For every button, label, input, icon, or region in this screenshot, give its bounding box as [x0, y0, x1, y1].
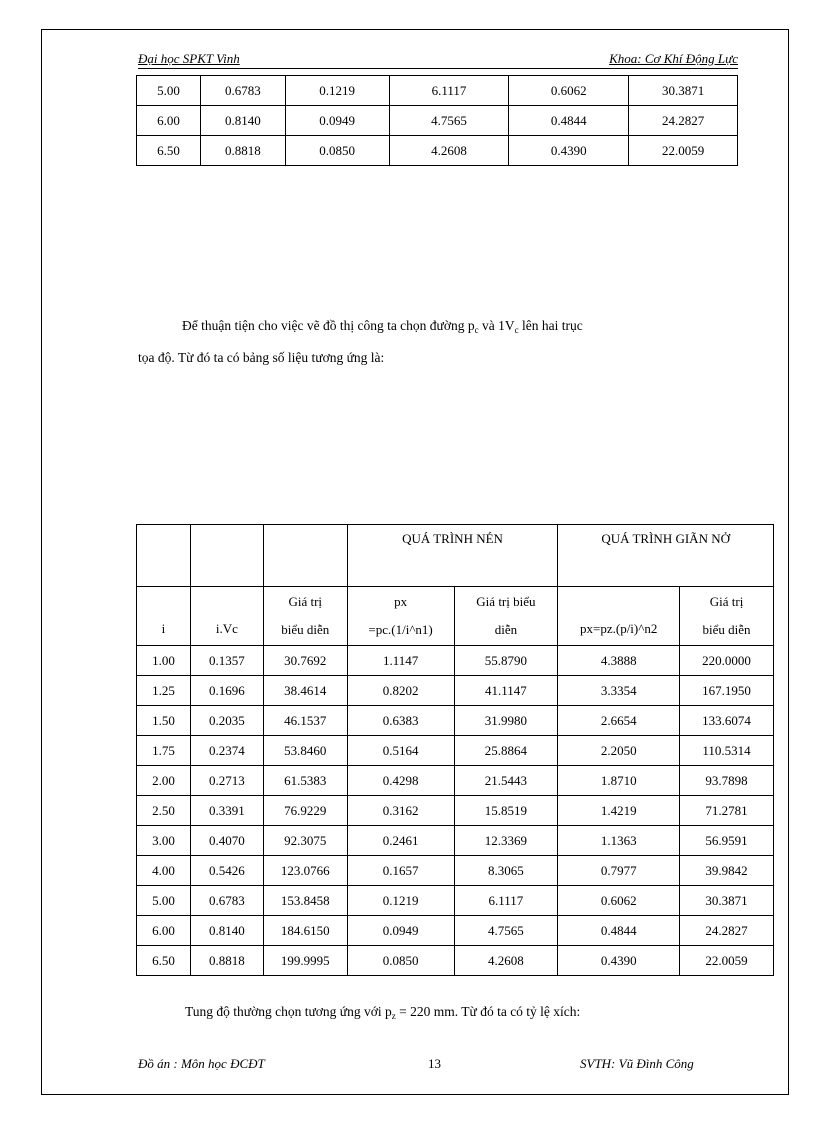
table-cell: 4.00 — [137, 856, 191, 886]
header-school: Đại học SPKT Vinh — [138, 51, 240, 66]
table-cell: 0.6383 — [347, 706, 454, 736]
col-header-ivc-top — [190, 525, 263, 587]
table-cell: 1.50 — [137, 706, 191, 736]
table-cell: 21.5443 — [454, 766, 558, 796]
table-row — [137, 916, 774, 946]
table-row — [137, 856, 774, 886]
table-cell: 2.2050 — [558, 736, 680, 766]
table-cell: 0.1219 — [347, 886, 454, 916]
table-cell: 0.4390 — [558, 946, 680, 976]
paragraph-2: Tung độ thường chọn tương ứng với $p_z = 220$ mm. Từ đó ta có tỷ lệ xích: — [185, 1004, 581, 1021]
table-cell: 0.6062 — [509, 76, 629, 106]
table-cell: 6.00 — [137, 106, 201, 136]
table-cell: 123.0766 — [263, 856, 347, 886]
table-cell: 153.8458 — [263, 886, 347, 916]
table-cell: 5.00 — [137, 76, 201, 106]
table-cell: 0.4844 — [509, 106, 629, 136]
group-header-nen: QUÁ TRÌNH NÉN — [347, 525, 558, 587]
table-cell: 0.8140 — [190, 916, 263, 946]
table-cell: 0.8202 — [347, 676, 454, 706]
header-faculty: Khoa: Cơ Khí Động Lực — [609, 51, 738, 66]
col-header-i-top — [137, 525, 191, 587]
table-cell: 5.00 — [137, 886, 191, 916]
table-cell: 8.3065 — [454, 856, 558, 886]
table-cell: 15.8519 — [454, 796, 558, 826]
table-row — [137, 826, 774, 856]
table-cell: 61.5383 — [263, 766, 347, 796]
table-row — [137, 136, 738, 166]
table-cell: 22.0059 — [680, 946, 774, 976]
table-cell: 1.1147 — [347, 646, 454, 676]
table-cell: 4.2608 — [389, 136, 509, 166]
col-header-gt1-top — [263, 525, 347, 587]
table-row — [137, 766, 774, 796]
col-header-px2: px=pz.(p/i)^n2 — [558, 587, 680, 646]
paragraph-1: Để thuận tiện cho việc vẽ đồ thị công ta chọn đường $p_c$ và $1V_c$ lên hai trục tọa độ. Từ đó ta có bảng số liệu tương ứng là: — [138, 318, 583, 365]
table-cell: 0.2713 — [190, 766, 263, 796]
table-cell: 0.1696 — [190, 676, 263, 706]
table-cell: 56.9591 — [680, 826, 774, 856]
table-cell: 6.1117 — [454, 886, 558, 916]
table-cell: 1.8710 — [558, 766, 680, 796]
table-cell: 0.6783 — [190, 886, 263, 916]
table-cell: 1.4219 — [558, 796, 680, 826]
table-cell: 0.3391 — [190, 796, 263, 826]
table-row — [137, 946, 774, 976]
table-cell: 0.4390 — [509, 136, 629, 166]
table-cell: 0.0850 — [347, 946, 454, 976]
table-cell: 1.1363 — [558, 826, 680, 856]
col-header-ivc: i.Vc — [190, 587, 263, 646]
footer-student: SVTH: Vũ Đình Công — [580, 1056, 694, 1071]
table-cell: 0.5426 — [190, 856, 263, 886]
table-cell: 0.3162 — [347, 796, 454, 826]
table-cell: 0.6783 — [200, 76, 285, 106]
col-header-i: i — [137, 587, 191, 646]
table-cell: 6.50 — [137, 946, 191, 976]
table-row — [137, 106, 738, 136]
table-cell: 167.1950 — [680, 676, 774, 706]
footer-course: Đồ án : Môn học ĐCĐT — [138, 1056, 265, 1071]
page-number: 13 — [428, 1056, 441, 1071]
table-cell: 0.8818 — [200, 136, 285, 166]
table-cell: 30.3871 — [629, 76, 738, 106]
table-row — [137, 736, 774, 766]
table-cell: 76.9229 — [263, 796, 347, 826]
table-cell: 3.00 — [137, 826, 191, 856]
table-cell: 0.2461 — [347, 826, 454, 856]
table-cell: 199.9995 — [263, 946, 347, 976]
table-cell: 0.2374 — [190, 736, 263, 766]
table-row — [137, 886, 774, 916]
col-header-px1: px =pc.(1/i^n1) — [347, 587, 454, 646]
table-cell: 0.5164 — [347, 736, 454, 766]
table-cell: 6.1117 — [389, 76, 509, 106]
table-cell: 4.7565 — [389, 106, 509, 136]
table-cell: 4.7565 — [454, 916, 558, 946]
col-header-gt1: Giá trị biểu diễn — [263, 587, 347, 646]
table-cell: 1.75 — [137, 736, 191, 766]
table-row — [137, 646, 774, 676]
table-cell: 1.25 — [137, 676, 191, 706]
table-cell: 0.0949 — [285, 106, 389, 136]
table-cell: 0.1357 — [190, 646, 263, 676]
table-cell: 55.8790 — [454, 646, 558, 676]
table-cell: 92.3075 — [263, 826, 347, 856]
table-cell: 25.8864 — [454, 736, 558, 766]
col-header-gt3: Giá trị biểu diễn — [680, 587, 774, 646]
table-cell: 220.0000 — [680, 646, 774, 676]
table-cell: 2.50 — [137, 796, 191, 826]
table-cell: 38.4614 — [263, 676, 347, 706]
table-cell: 24.2827 — [629, 106, 738, 136]
table-cell: 1.00 — [137, 646, 191, 676]
table-cell: 53.8460 — [263, 736, 347, 766]
table-cell: 6.50 — [137, 136, 201, 166]
top-table — [136, 75, 738, 166]
table-cell: 46.1537 — [263, 706, 347, 736]
table-cell: 0.0850 — [285, 136, 389, 166]
table-cell: 0.7977 — [558, 856, 680, 886]
table-row — [137, 796, 774, 826]
table-cell: 31.9980 — [454, 706, 558, 736]
table-cell: 4.2608 — [454, 946, 558, 976]
table-cell: 0.8140 — [200, 106, 285, 136]
table-cell: 2.00 — [137, 766, 191, 796]
table-cell: 2.6654 — [558, 706, 680, 736]
table-cell: 0.0949 — [347, 916, 454, 946]
table-cell: 0.2035 — [190, 706, 263, 736]
table-cell: 0.1219 — [285, 76, 389, 106]
table-cell: 12.3369 — [454, 826, 558, 856]
main-table — [136, 524, 774, 976]
table-cell: 0.1657 — [347, 856, 454, 886]
table-row — [137, 706, 774, 736]
table-cell: 0.4070 — [190, 826, 263, 856]
col-header-gt2: Giá trị biểu diễn — [454, 587, 558, 646]
table-cell: 0.8818 — [190, 946, 263, 976]
table-row — [137, 76, 738, 106]
table-cell: 133.6074 — [680, 706, 774, 736]
table-cell: 6.00 — [137, 916, 191, 946]
table-cell: 0.4298 — [347, 766, 454, 796]
table-cell: 93.7898 — [680, 766, 774, 796]
table-cell: 24.2827 — [680, 916, 774, 946]
table-row — [137, 676, 774, 706]
table-cell: 0.6062 — [558, 886, 680, 916]
table-cell: 71.2781 — [680, 796, 774, 826]
table-cell: 30.7692 — [263, 646, 347, 676]
table-cell: 184.6150 — [263, 916, 347, 946]
table-cell: 22.0059 — [629, 136, 738, 166]
table-cell: 41.1147 — [454, 676, 558, 706]
table-cell: 30.3871 — [680, 886, 774, 916]
group-header-gian: QUÁ TRÌNH GIÃN NỞ — [558, 525, 774, 587]
table-cell: 0.4844 — [558, 916, 680, 946]
table-cell: 110.5314 — [680, 736, 774, 766]
table-cell: 3.3354 — [558, 676, 680, 706]
table-cell: 4.3888 — [558, 646, 680, 676]
page-header — [138, 50, 738, 69]
table-cell: 39.9842 — [680, 856, 774, 886]
